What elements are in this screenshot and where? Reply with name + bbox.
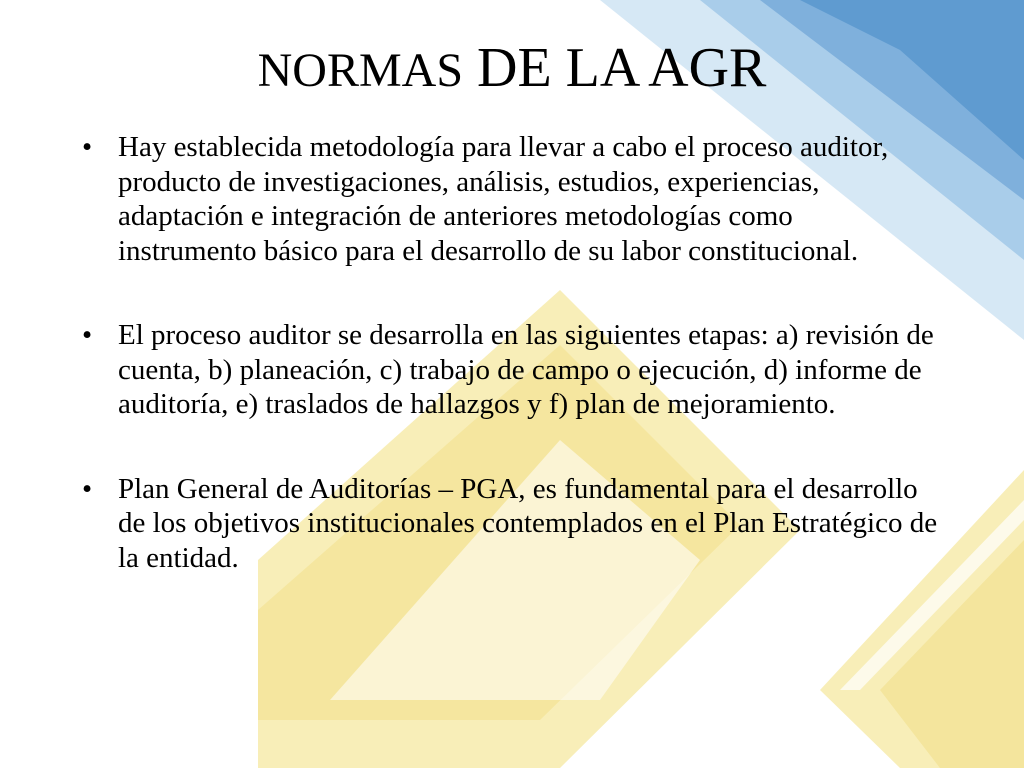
bullet-list [78,130,938,625]
slide-title [0,36,1024,103]
title-part1: NORMAS [257,44,464,97]
bullet-icon: • [82,319,93,351]
bullet-item-1 [78,130,938,268]
bullet-icon: • [82,131,93,163]
bullet-text-1: Hay establecida metodología para llevar a cabo el proceso auditor, producto de investigaciones, análisis, estudios, experiencias, adaptación e integración de anteriores metodologías como instrumento básico para el desarrollo de su labor constitucional. [118,131,889,267]
title-part2: DE LA AGR [463,37,767,99]
bullet-item-3 [78,472,938,576]
bullet-text-3: Plan General de Auditorías – PGA, es fundamental para el desarrollo de los objetivos institucionales contemplados en el Plan Estratégico de la entidad. [118,472,938,574]
bullet-item-2 [78,318,938,422]
bullet-text-2: El proceso auditor se desarrolla en las siguientes etapas: a) revisión de cuenta, b) planeación, c) trabajo de campo o ejecución, d) informe de auditoría, e) traslados de hallazgos y f) plan de mejoramiento. [118,319,934,420]
bullet-icon: • [82,472,93,505]
